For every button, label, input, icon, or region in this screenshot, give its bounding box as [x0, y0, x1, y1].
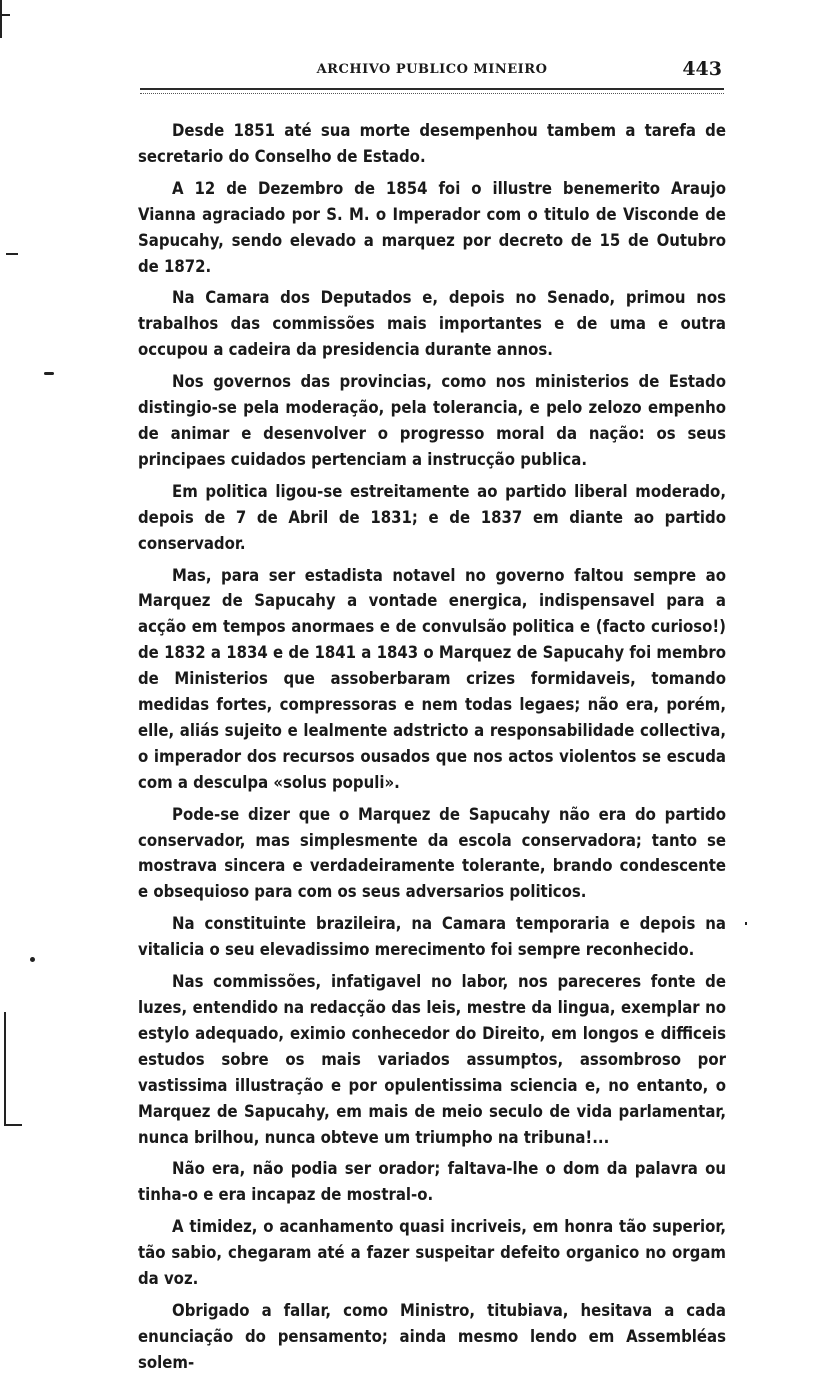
margin-mark	[4, 1124, 22, 1126]
margin-mark	[4, 1012, 6, 1124]
margin-mark	[745, 922, 747, 925]
page-number: 443	[682, 58, 722, 80]
header-rule	[140, 93, 724, 94]
paragraph: A 12 de Dezembro de 1854 foi o illustre benemerito Araujo Vianna agraciado por S. M. o Imperador com o titulo de Visconde de Sapucahy, sendo elevado a marquez por decreto de 15 de Outubro de 1872.	[138, 178, 726, 276]
running-title: ARCHIVO PUBLICO MINEIRO	[316, 62, 548, 77]
scan-edge-mark	[0, 14, 10, 16]
paragraph: Mas, para ser estadista notavel no governo faltou sempre ao Marquez de Sapucahy a vontade energica, indispensavel para a acção em tempos anormaes e de convulsão politica e (facto curioso!) de 1832 a 1834 e de 1841 a 1843 o Marquez de Sapucahy foi membro de Ministerios que assoberbaram crizes formidaveis, tomando medidas fortes, compressoras e nem todas legaes; não era, porém, elle, aliás sujeito e lealmente adstricto a responsabilidade collectiva, o imperador dos recursos ousados que nos actos violentos se escuda com a desculpa «solus populi».	[138, 565, 726, 792]
margin-mark	[6, 253, 18, 255]
running-head	[140, 58, 724, 86]
paragraph: Na constituinte brazileira, na Camara temporaria e depois na vitalicia o seu elevadissimo merecimento foi sempre reconhecido.	[138, 914, 726, 960]
paragraph: Obrigado a fallar, como Ministro, titubiava, hesitava a cada enunciação do pensamento; ainda mesmo lendo em Assembléas solem-	[138, 1300, 726, 1372]
paragraph: Pode-se dizer que o Marquez de Sapucahy não era do partido conservador, mas simplesmente da escola conservadora; tanto se mostrava sincera e verdadeiramente tolerante, brando condescente e obsequioso para com os seus adversarios politicos.	[138, 804, 726, 902]
paragraph: A timidez, o acanhamento quasi incriveis, em honra tão superior, tão sabio, chegaram até a fazer suspeitar defeito organico no orgam da voz.	[138, 1217, 726, 1289]
margin-mark	[44, 372, 54, 375]
scan-edge-mark	[0, 0, 2, 38]
header-rule	[140, 88, 724, 90]
paragraph: Nos governos das provincias, como nos ministerios de Estado distingio-se pela moderação, pela tolerancia, e pelo zelozo empenho de animar e desenvolver o progresso moral da nação: os seus principaes cuidados pertenciam a instrucção publica.	[138, 372, 726, 469]
paragraph: Na Camara dos Deputados e, depois no Senado, primou nos trabalhos das commissões mais importantes e de uma e outra occupou a cadeira da presidencia durante annos.	[138, 288, 726, 360]
paragraph: Em politica ligou-se estreitamente ao partido liberal moderado, depois de 7 de Abril de 1831; e de 1837 em diante ao partido conservador.	[138, 481, 726, 553]
paragraph: Desde 1851 até sua morte desempenhou tambem a tarefa de secretario do Conselho de Estado.	[138, 121, 726, 166]
paragraph: Nas commissões, infatigavel no labor, nos pareceres fonte de luzes, entendido na redacção das leis, mestre da lingua, exemplar no estylo adequado, eximio conhecedor do Direito, em longos e difficeis estudos sobre os mais variados assumptos, assombroso por vastissima illustração e por opulentissima sciencia e, no entanto, o Marquez de Sapucahy, em mais de meio seculo de vida parlamentar, nunca brilhou, nunca obteve um triumpho na tribuna!...	[138, 972, 726, 1147]
paragraph: Não era, não podia ser orador; faltava-lhe o dom da palavra ou tinha-o e era incapaz de mostral-o.	[138, 1159, 726, 1205]
margin-mark	[30, 957, 35, 962]
body-text	[138, 118, 726, 1382]
